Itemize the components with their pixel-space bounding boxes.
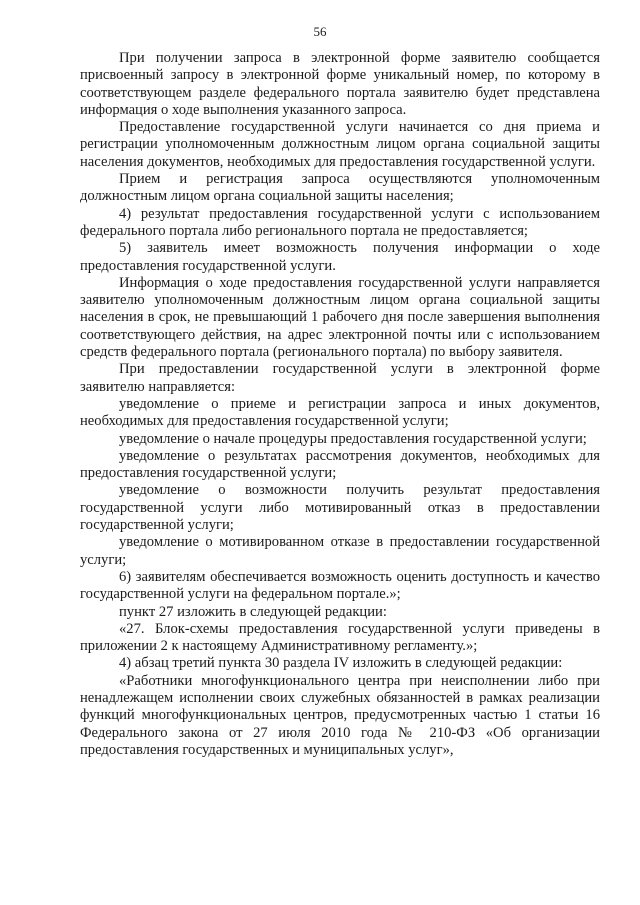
paragraph-10: уведомление о результатах рассмотрения документов, необходимых для предоставления государственной услуги;	[80, 447, 600, 482]
paragraph-4: 4) результат предоставления государственной услуги с использованием федерального портала либо регионального портала не предоставляется;	[80, 205, 600, 239]
paragraph-2: Предоставление государственной услуги начинается со дня приема и регистрации уполномоченным должностным лицом органа социальной защиты населения документов, необходимых для предоставления государственной услуги.	[80, 119, 600, 170]
paragraph-16: 4) абзац третий пункта 30 раздела IV изложить в следующей редакции:	[119, 655, 563, 672]
paragraph-8: уведомление о приеме и регистрации запроса и иных документов, необходимых для предоставления государственной услуги;	[80, 395, 600, 430]
paragraph-11: уведомление о возможности получить результат предоставления государственной услуги либо мотивированный отказ в предоставлении государственной услуги;	[80, 482, 600, 534]
paragraph-3: Прием и регистрация запроса осуществляются уполномоченным должностным лицом органа социальной защиты населения;	[80, 171, 600, 205]
paragraph-13: 6) заявителям обеспечивается возможность оценить доступность и качество государственной услуги на федеральном портале.»;	[80, 568, 600, 603]
paragraph-1: При получении запроса в электронной форме заявителю сообщается присвоенный запросу в электронной форме уникальный номер, по которому в соответствующем разделе федерального портала заявителю будет представлена информация о ходе выполнения указанного запроса.	[80, 50, 600, 118]
paragraph-15: «27. Блок-схемы предоставления государственной услуги приведены в приложении 2 к настоящему Административному регламенту.»;	[80, 620, 600, 655]
paragraph-6: Информация о ходе предоставления государственной услуги направляется заявителю уполномоченным должностным лицом органа социальной защиты населения в срок, не превышающий 1 рабочего дня после завершения выполнения соответствующего действия, на адрес электронной почты или с использованием средств федерального портала (регионального портала) по выбору заявителя.	[80, 274, 600, 361]
paragraph-5: 5) заявитель имеет возможность получения информации о ходе предоставления государственной услуги.	[80, 240, 600, 274]
paragraph-9: уведомление о начале процедуры предоставления государственной услуги;	[119, 430, 587, 447]
page-number: 56	[313, 24, 327, 39]
paragraph-7: При предоставлении государственной услуги в электронной форме заявителю направляется:	[80, 361, 600, 395]
paragraph-12: уведомление о мотивированном отказе в предоставлении государственной услуги;	[80, 534, 600, 568]
document-body	[80, 50, 600, 759]
paragraph-14: пункт 27 изложить в следующей редакции:	[119, 603, 387, 620]
paragraph-17: «Работники многофункционального центра при неисполнении либо при ненадлежащем исполнении своих служебных обязанностей в рамках реализации функций многофункциональных центров, предусмотренных частью 1 статьи 16 Федерального закона от 27 июля 2010 года № 210-ФЗ «Об организации предоставления государственных и муниципальных услуг»,	[80, 672, 600, 758]
